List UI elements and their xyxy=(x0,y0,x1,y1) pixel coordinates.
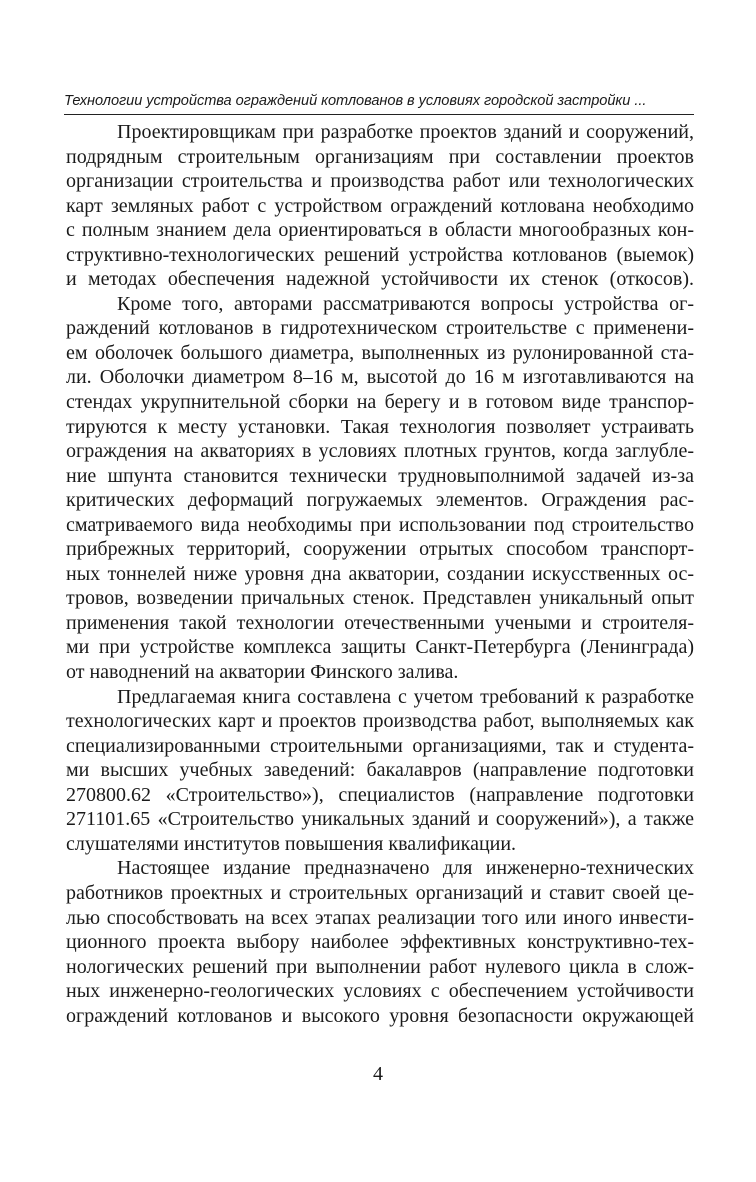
text-line: прибрежных территорий, сооружении отрытых способом транспорт- xyxy=(66,538,694,561)
text-line: Настоящее издание предназначено для инженерно-технических xyxy=(117,857,694,880)
text-line: работников проектных и строительных организаций и ставит своей це- xyxy=(66,881,694,904)
text-line: слушателями институтов повышения квалификации. xyxy=(66,832,517,855)
text-line: критических деформаций погружаемых элементов. Ограждения рас- xyxy=(66,489,694,512)
text-line: ли. Оболочки диаметром 8–16 м, высотой до 16 м изготавливаются на xyxy=(66,366,694,389)
text-line: ми при устройстве комплекса защиты Санкт-Петербурга (Ленинграда) xyxy=(66,636,694,659)
text-line: организации строительства и производства работ или технологических xyxy=(66,170,694,193)
text-line: тируются к месту установки. Такая технология позволяет устраивать xyxy=(66,415,694,438)
text-line: ных тоннелей ниже уровня дна акватории, создании искусственных ос- xyxy=(66,562,694,585)
paragraph-2 xyxy=(66,292,694,685)
text-line: ных инженерно-геологических условиях с обеспечением устойчивости xyxy=(66,980,694,1003)
body-text xyxy=(66,120,694,1028)
text-line: сматриваемого вида необходимы при использовании под строительство xyxy=(66,513,694,536)
text-line: тровов, возведении причальных стенок. Представлен уникальный опыт xyxy=(66,587,694,610)
text-line: структивно-технологических решений устройства котлованов (выемок) xyxy=(66,243,694,266)
text-line: раждений котлованов в гидротехническом строительстве с применени- xyxy=(66,317,694,340)
text-line: и методах обеспечения надежной устойчивости их стенок (откосов). xyxy=(66,268,694,291)
text-line: нологических решений при выполнении работ нулевого цикла в слож- xyxy=(66,955,694,978)
text-line: подрядным строительным организациям при составлении проектов xyxy=(66,145,694,168)
paragraph-3 xyxy=(66,685,694,857)
paragraph-4 xyxy=(66,856,694,1028)
text-line: применения такой технологии отечественными учеными и строителя- xyxy=(66,611,694,634)
text-line: стендах укрупнительной сборки на берегу и в готовом виде транспор- xyxy=(66,391,694,414)
text-line: ми высших учебных заведений: бакалавров (направление подготовки xyxy=(66,759,694,782)
text-line: ционного проекта выбору наиболее эффективных конструктивно-тех- xyxy=(66,931,694,954)
text-line: карт земляных работ с устройством ограждений котлована необходимо xyxy=(66,194,694,217)
text-line: 271101.65 «Строительство уникальных зданий и сооружений»), а также xyxy=(66,808,694,831)
page-number: 4 xyxy=(373,1063,383,1085)
text-line: с полным знанием дела ориентироваться в области многообразных кон- xyxy=(66,219,694,242)
text-line: специализированными строительными организациями, так и студента- xyxy=(66,734,694,757)
text-line: Предлагаемая книга составлена с учетом требований к разработке xyxy=(117,685,694,708)
text-line: от наводнений на акватории Финского залива. xyxy=(66,661,459,684)
text-line: Проектировщикам при разработке проектов зданий и сооружений, xyxy=(117,121,694,143)
text-line: лью способствовать на всех этапах реализации того или иного инвести- xyxy=(66,906,694,929)
text-line: технологических карт и проектов производства работ, выполняемых как xyxy=(66,710,694,733)
text-line: Кроме того, авторами рассматриваются вопросы устройства ог- xyxy=(117,292,694,315)
text-line: ние шпунта становится технически трудновыполнимой задачей из-за xyxy=(66,464,694,487)
running-header: Технологии устройства ограждений котлованов в условиях городской застройки ... xyxy=(64,93,647,109)
text-line: ем оболочек большого диаметра, выполненных из рулонированной ста- xyxy=(66,341,694,364)
paragraph-1 xyxy=(66,120,694,292)
text-line: ограждения на акваториях в условиях плотных грунтов, когда заглубле- xyxy=(66,440,694,463)
text-line: 270800.62 «Строительство»), специалистов (направление подготовки xyxy=(66,783,694,806)
text-line: ограждений котлованов и высокого уровня безопасности окружающей xyxy=(66,1004,694,1027)
header-rule xyxy=(64,114,694,115)
